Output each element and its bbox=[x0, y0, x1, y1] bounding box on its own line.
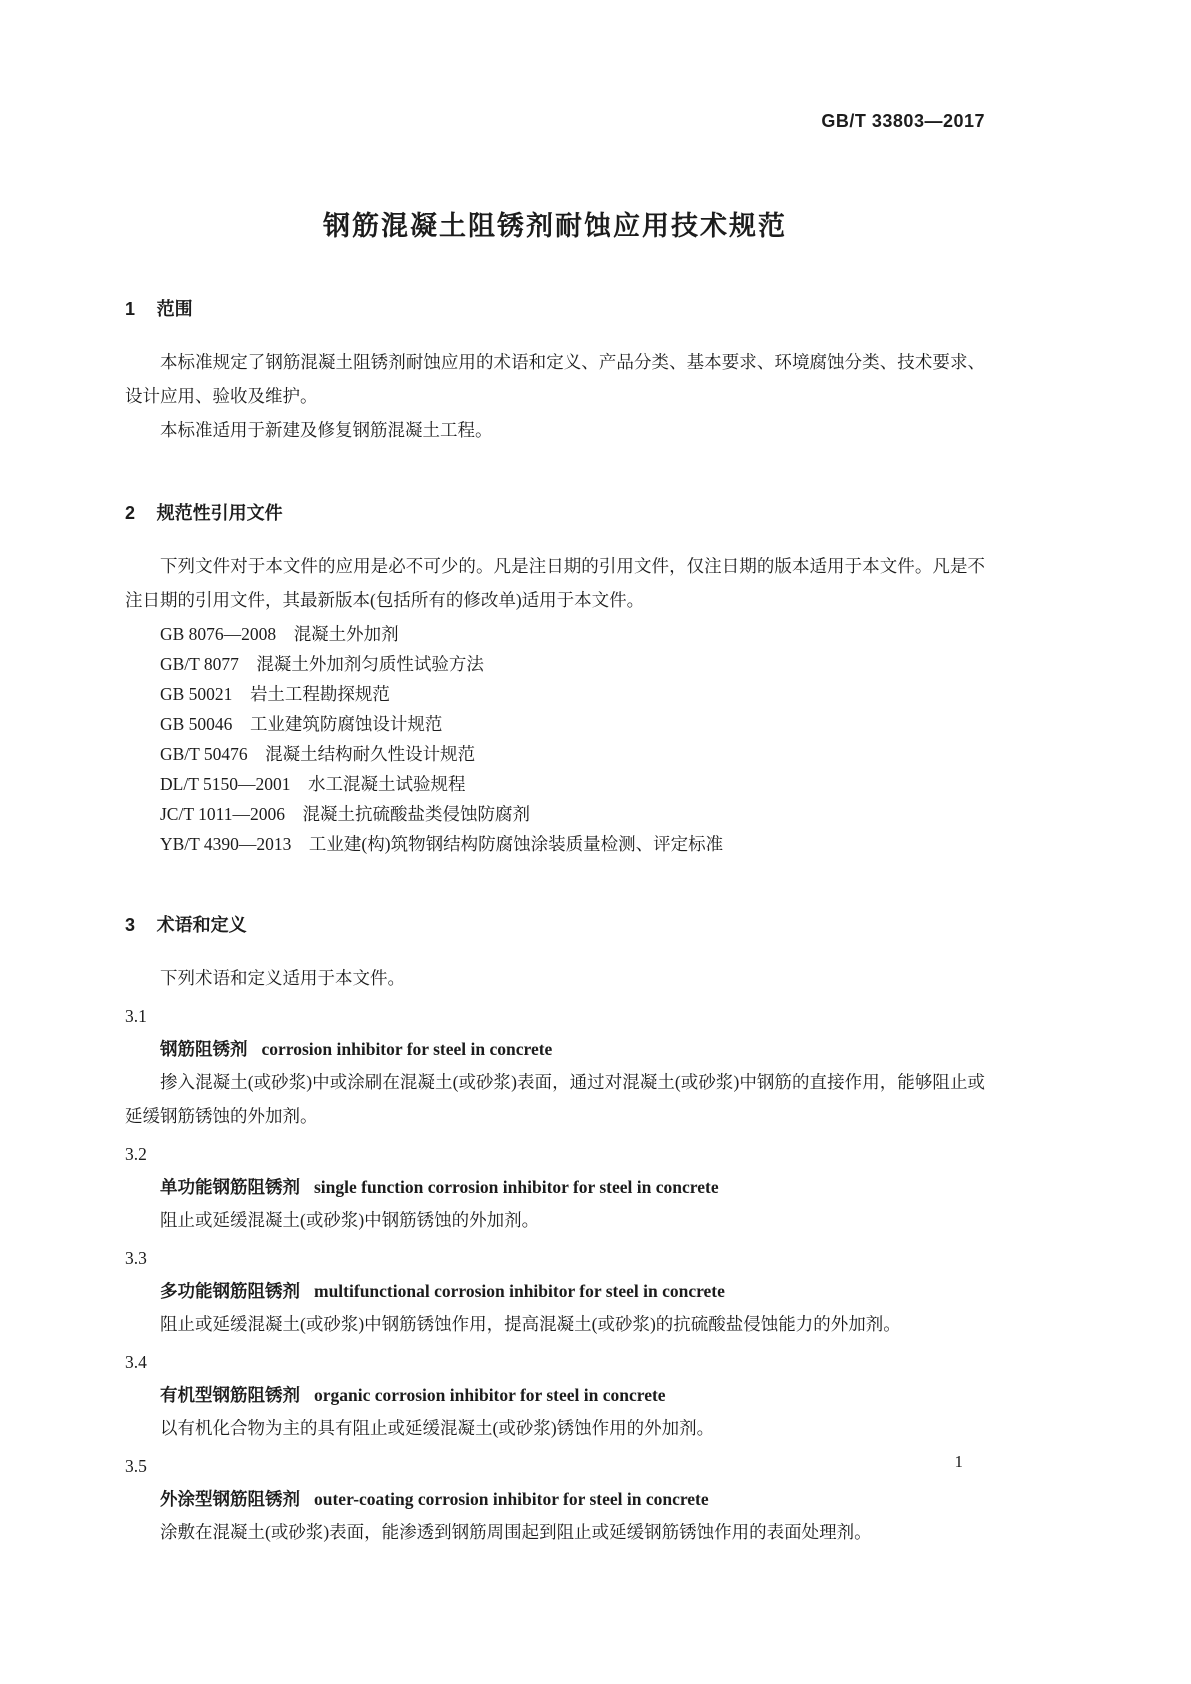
term-definition: 阻止或延缓混凝土(或砂浆)中钢筋锈蚀的外加剂。 bbox=[160, 1210, 540, 1230]
reference-code: JC/T 1011—2006 bbox=[160, 804, 285, 824]
term-block bbox=[125, 1137, 985, 1237]
reference-code: GB 8076—2008 bbox=[160, 624, 277, 644]
normative-references-intro: 下列文件对于本文件的应用是必不可少的。凡是注日期的引用文件，仅注日期的版本适用于本文件。凡是不注日期的引用文件，其最新版本(包括所有的修改单)适用于本文件。 bbox=[125, 556, 985, 610]
section-number: 1 bbox=[125, 299, 136, 319]
term-definition: 涂敷在混凝土(或砂浆)表面，能渗透到钢筋周围起到阻止或延缓钢筋锈蚀作用的表面处理剂。 bbox=[160, 1522, 872, 1542]
term-id: 3.1 bbox=[125, 1006, 147, 1026]
reference-code: GB 50021 bbox=[160, 684, 233, 704]
reference-item bbox=[125, 769, 985, 799]
reference-title: 岩土工程勘探规范 bbox=[249, 684, 390, 704]
section-number: 3 bbox=[125, 915, 136, 935]
section-heading-2 bbox=[125, 501, 985, 525]
term-line bbox=[125, 1275, 985, 1307]
term-line bbox=[125, 1033, 985, 1065]
term-id: 3.5 bbox=[125, 1456, 147, 1476]
section-heading-3 bbox=[125, 913, 985, 937]
term-definition: 以有机化合物为主的具有阻止或延缓混凝土(或砂浆)锈蚀作用的外加剂。 bbox=[160, 1418, 715, 1438]
term-line bbox=[125, 1171, 985, 1203]
term-definition: 掺入混凝土(或砂浆)中或涂刷在混凝土(或砂浆)表面，通过对混凝土(或砂浆)中钢筋的直接作用，能够阻止或延缓钢筋锈蚀的外加剂。 bbox=[125, 1072, 985, 1126]
term-zh: 单功能钢筋阻锈剂 bbox=[160, 1177, 300, 1197]
reference-title: 混凝土外加剂 bbox=[293, 624, 399, 644]
term-line bbox=[125, 1483, 985, 1515]
reference-item bbox=[125, 709, 985, 739]
section-number: 2 bbox=[125, 503, 136, 523]
term-zh: 有机型钢筋阻锈剂 bbox=[160, 1385, 300, 1405]
reference-item bbox=[125, 829, 985, 859]
reference-title: 工业建筑防腐蚀设计规范 bbox=[249, 714, 443, 734]
term-zh: 钢筋阻锈剂 bbox=[160, 1039, 248, 1059]
term-id: 3.2 bbox=[125, 1144, 147, 1164]
standard-number: GB/T 33803—2017 bbox=[821, 111, 985, 131]
reference-code: YB/T 4390—2013 bbox=[160, 834, 292, 854]
document-title: 钢筋混凝土阻锈剂耐蚀应用技术规范 bbox=[323, 211, 787, 241]
reference-code: GB/T 8077 bbox=[160, 654, 239, 674]
scope-paragraph-1: 本标准规定了钢筋混凝土阻锈剂耐蚀应用的术语和定义、产品分类、基本要求、环境腐蚀分类、技术要求、设计应用、验收及维护。 bbox=[125, 352, 985, 406]
term-zh: 外涂型钢筋阻锈剂 bbox=[160, 1489, 300, 1509]
reference-item bbox=[125, 619, 985, 649]
term-block bbox=[125, 1345, 985, 1445]
term-en: outer-coating corrosion inhibitor for steel in concrete bbox=[314, 1489, 709, 1509]
reference-item bbox=[125, 679, 985, 709]
page-number: 1 bbox=[954, 1452, 963, 1471]
reference-code: GB 50046 bbox=[160, 714, 233, 734]
section-title: 术语和定义 bbox=[156, 915, 247, 935]
scope-paragraph-2: 本标准适用于新建及修复钢筋混凝土工程。 bbox=[160, 420, 493, 440]
reference-item bbox=[125, 739, 985, 769]
reference-title: 混凝土结构耐久性设计规范 bbox=[265, 744, 476, 764]
term-en: multifunctional corrosion inhibitor for steel in concrete bbox=[314, 1281, 725, 1301]
terms-intro: 下列术语和定义适用于本文件。 bbox=[160, 968, 405, 988]
reference-title: 混凝土外加剂匀质性试验方法 bbox=[256, 654, 484, 674]
reference-title: 工业建(构)筑物钢结构防腐蚀涂装质量检测、评定标准 bbox=[308, 834, 724, 854]
term-en: corrosion inhibitor for steel in concrete bbox=[261, 1039, 553, 1059]
term-en: single function corrosion inhibitor for steel in concrete bbox=[314, 1177, 719, 1197]
term-block bbox=[125, 1241, 985, 1341]
term-id: 3.3 bbox=[125, 1248, 147, 1268]
reference-code: DL/T 5150—2001 bbox=[160, 774, 291, 794]
term-zh: 多功能钢筋阻锈剂 bbox=[160, 1281, 300, 1301]
reference-item bbox=[125, 799, 985, 829]
term-en: organic corrosion inhibitor for steel in concrete bbox=[314, 1385, 666, 1405]
section-title: 规范性引用文件 bbox=[156, 503, 283, 523]
reference-title: 水工混凝土试验规程 bbox=[307, 774, 466, 794]
reference-code: GB/T 50476 bbox=[160, 744, 248, 764]
term-block bbox=[125, 999, 985, 1133]
reference-item bbox=[125, 649, 985, 679]
reference-title: 混凝土抗硫酸盐类侵蚀防腐剂 bbox=[302, 804, 530, 824]
reference-list bbox=[125, 619, 985, 859]
section-heading-1 bbox=[125, 297, 985, 321]
section-title: 范围 bbox=[156, 299, 193, 319]
term-id: 3.4 bbox=[125, 1352, 147, 1372]
term-block bbox=[125, 1449, 985, 1549]
term-definition: 阻止或延缓混凝土(或砂浆)中钢筋锈蚀作用，提高混凝土(或砂浆)的抗硫酸盐侵蚀能力的外加剂。 bbox=[160, 1314, 901, 1334]
term-line bbox=[125, 1379, 985, 1411]
